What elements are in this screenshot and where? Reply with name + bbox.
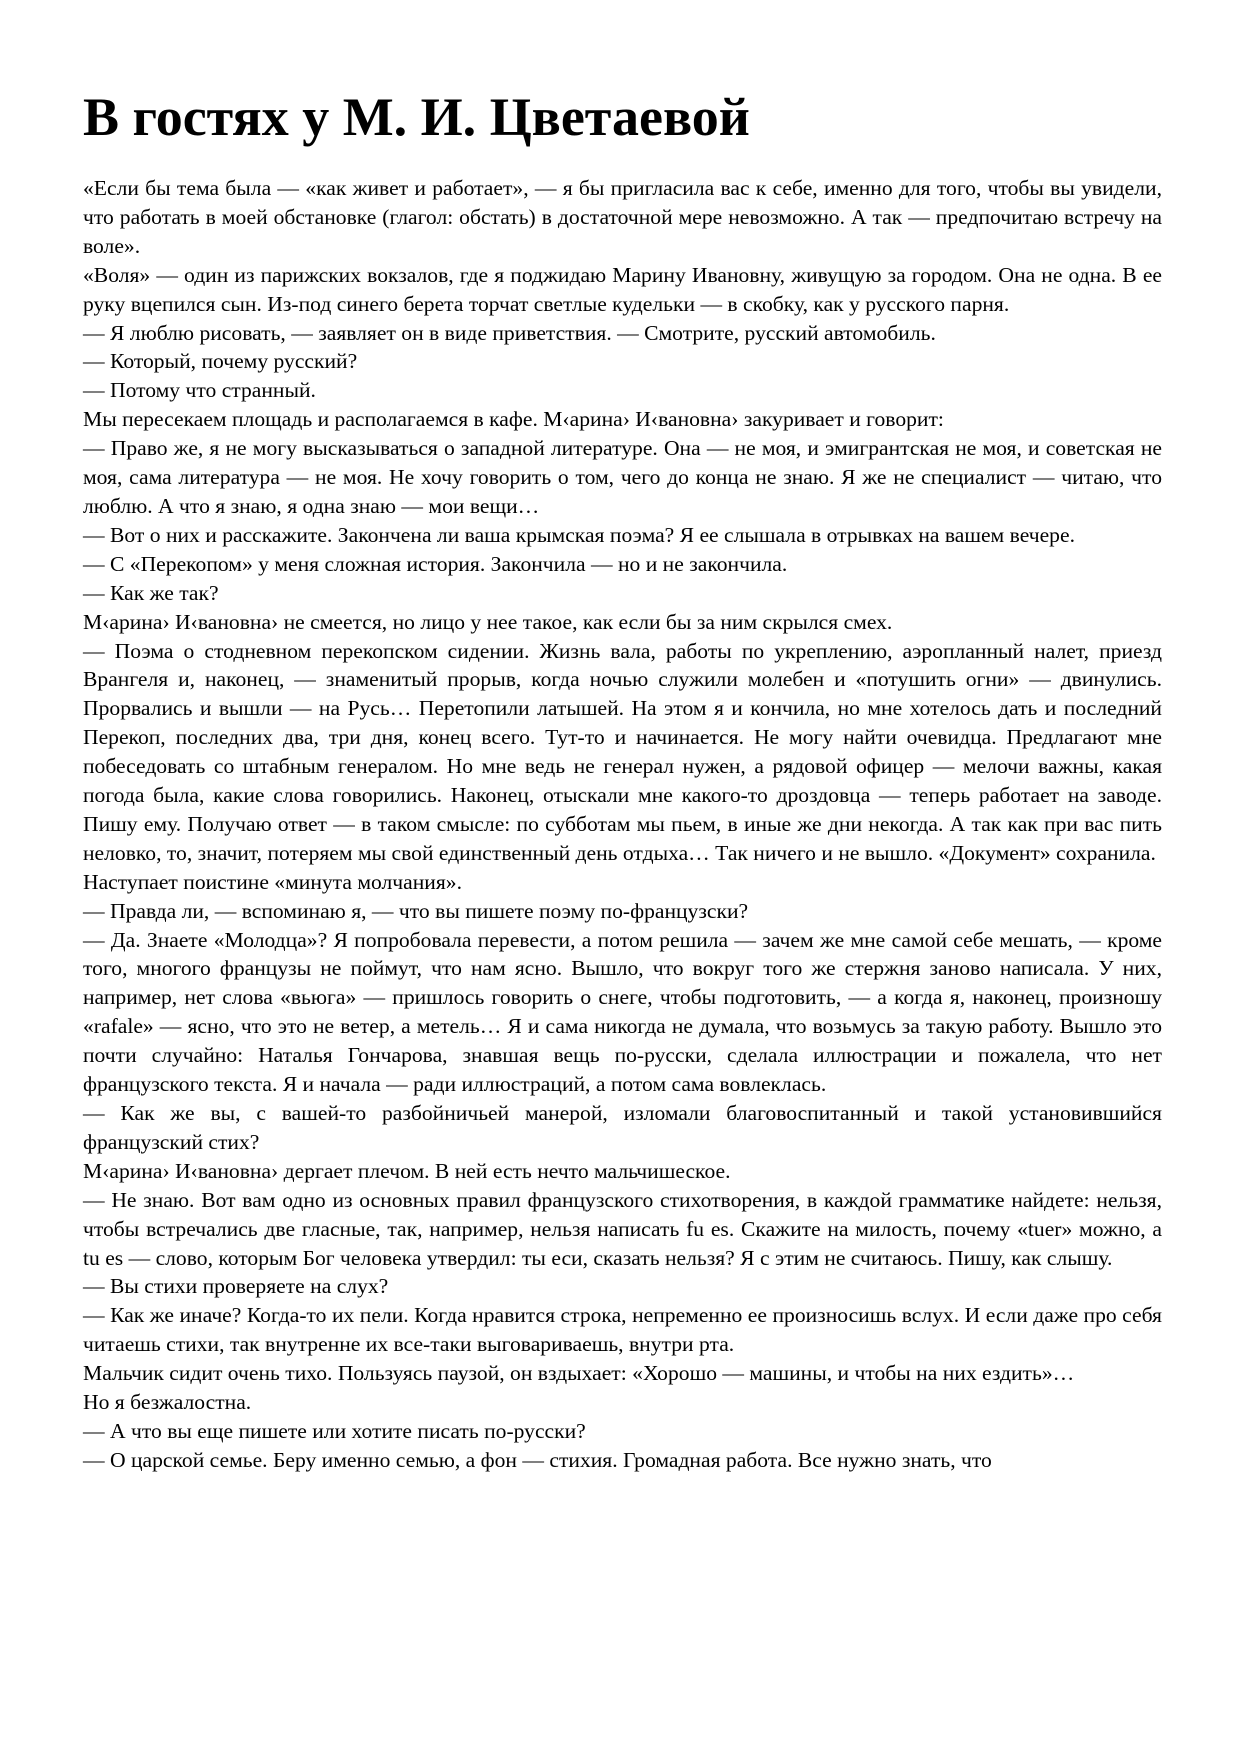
- paragraph: — Правда ли, — вспоминаю я, — что вы пишете поэму по-французски?: [83, 898, 749, 923]
- paragraph: Мы пересекаем площадь и располагаемся в кафе. М‹арина› И‹вановна› закуривает и говорит:: [83, 407, 944, 432]
- paragraph: «Воля» — один из парижских вокзалов, где я поджидаю Марину Ивановну, живущую за городом. Она не одна. В ее руку вцепился сын. Из-под синего берета торчат светлые кудельки — в скобку, как у русского парня.: [83, 262, 1162, 316]
- paragraph: — Да. Знаете «Молодца»? Я попробовала перевести, а потом решила — зачем же мне самой себе мешать, — кроме того, многого французы не поймут, что нам ясно. Вышло, что вокруг того же стержня заново написала. У них, например, нет слова «вьюга» — пришлось говорить о снеге, чтобы подготовить, — а когда я, наконец, произношу «rafale» — ясно, что это не ветер, а метель… Я и сама никогда не думала, что возьмусь за такую работу. Вышло это почти случайно: Наталья Гончарова, знавшая вещь по-русски, сделала иллюстрации и пожалела, что нет французского текста. Я и начала — ради иллюстраций, а потом сама вовлеклась.: [83, 927, 1162, 1097]
- paragraph: — Не знаю. Вот вам одно из основных правил французского стихотворения, в каждой грамматике найдете: нельзя, чтобы встречались две гласные, так, например, нельзя написать fu es. Скажите на милость, почему «tuer» можно, а tu es — слово, которым Бог человека утвердил: ты еси, сказать нельзя? Я с этим не считаюсь. Пишу, как слышу.: [83, 1187, 1162, 1270]
- paragraph: М‹арина› И‹вановна› дергает плечом. В ней есть нечто мальчишеское.: [83, 1158, 731, 1183]
- paragraph: — Который, почему русский?: [83, 349, 358, 374]
- paragraph: Мальчик сидит очень тихо. Пользуясь паузой, он вздыхает: «Хорошо — машины, и чтобы на них ездить»…: [83, 1361, 1075, 1386]
- paragraph: — Вот о них и расскажите. Закончена ли ваша крымская поэма? Я ее слышала в отрывках на вашем вечере.: [83, 522, 1075, 547]
- article-body: [83, 174, 1162, 1475]
- paragraph: Наступает поистине «минута молчания».: [83, 869, 462, 894]
- article-title: В гостях у М. И. Цветаевой: [83, 87, 750, 147]
- paragraph: — Я люблю рисовать, — заявляет он в виде приветствия. — Смотрите, русский автомобиль.: [83, 320, 936, 345]
- paragraph: — Как же так?: [83, 580, 219, 605]
- paragraph: — Потому что странный.: [83, 378, 316, 403]
- document-page: [83, 86, 1162, 1475]
- paragraph: — Как же вы, с вашей-то разбойничьей манерой, изломали благовоспитанный и такой установившийся французский стих?: [83, 1101, 1162, 1154]
- paragraph: — С «Перекопом» у меня сложная история. Закончила — но и не закончила.: [83, 551, 788, 576]
- paragraph: — Право же, я не могу высказываться о западной литературе. Она — не моя, и эмигрантская не моя, и советская не моя, сама литература — не моя. Не хочу говорить о том, чего до конца не знаю. Я же не специалист — читаю, что люблю. А что я знаю, я одна знаю — мои вещи…: [83, 436, 1162, 518]
- paragraph: Но я безжалостна.: [83, 1390, 252, 1415]
- paragraph: — А что вы еще пишете или хотите писать по-русски?: [83, 1418, 586, 1443]
- paragraph: — Поэма о стодневном перекопском сидении. Жизнь вала, работы по укреплению, аэропланный налет, приезд Врангеля и, наконец, — знаменитый прорыв, когда ночью служили молебен и «потушить огни» — двинулись. Прорвались и вышли — на Русь… Перетопили латышей. На этом я и кончила, но мне хотелось дать и последний Перекоп, последних два, три дня, конец всего. Тут-то и начинается. Не могу найти очевидца. Предлагают мне побеседовать со штабным генералом. Но мне ведь не генерал нужен, а рядовой офицер — мелочи важны, какая погода была, какие слова говорились. Наконец, отыскали мне какого-то дроздовца — теперь работает на заводе. Пишу ему. Получаю ответ — в таком смысле: по субботам мы пьем, в иные же дни некогда. А так как при вас пить неловко, то, значит, потеряем мы свой единственный день отдыха… Так ничего и не вышло. «Документ» сохранила.: [83, 638, 1162, 865]
- paragraph: — О царской семье. Беру именно семью, а фон — стихия. Громадная работа. Все нужно знать, что: [83, 1447, 992, 1472]
- paragraph: — Вы стихи проверяете на слух?: [83, 1274, 389, 1299]
- paragraph: «Если бы тема была — «как живет и работает», — я бы пригласила вас к себе, именно для того, чтобы вы увидели, что работать в моей обстановке (глагол: обстать) в достаточной мере невозможно. А так — предпочитаю встречу на воле».: [83, 176, 1162, 258]
- paragraph: М‹арина› И‹вановна› не смеется, но лицо у нее такое, как если бы за ним скрылся смех.: [83, 609, 893, 634]
- paragraph: — Как же иначе? Когда-то их пели. Когда нравится строка, непременно ее произносишь вслух. И если даже про себя читаешь стихи, так внутренне их все-таки выговариваешь, внутри рта.: [83, 1303, 1162, 1357]
